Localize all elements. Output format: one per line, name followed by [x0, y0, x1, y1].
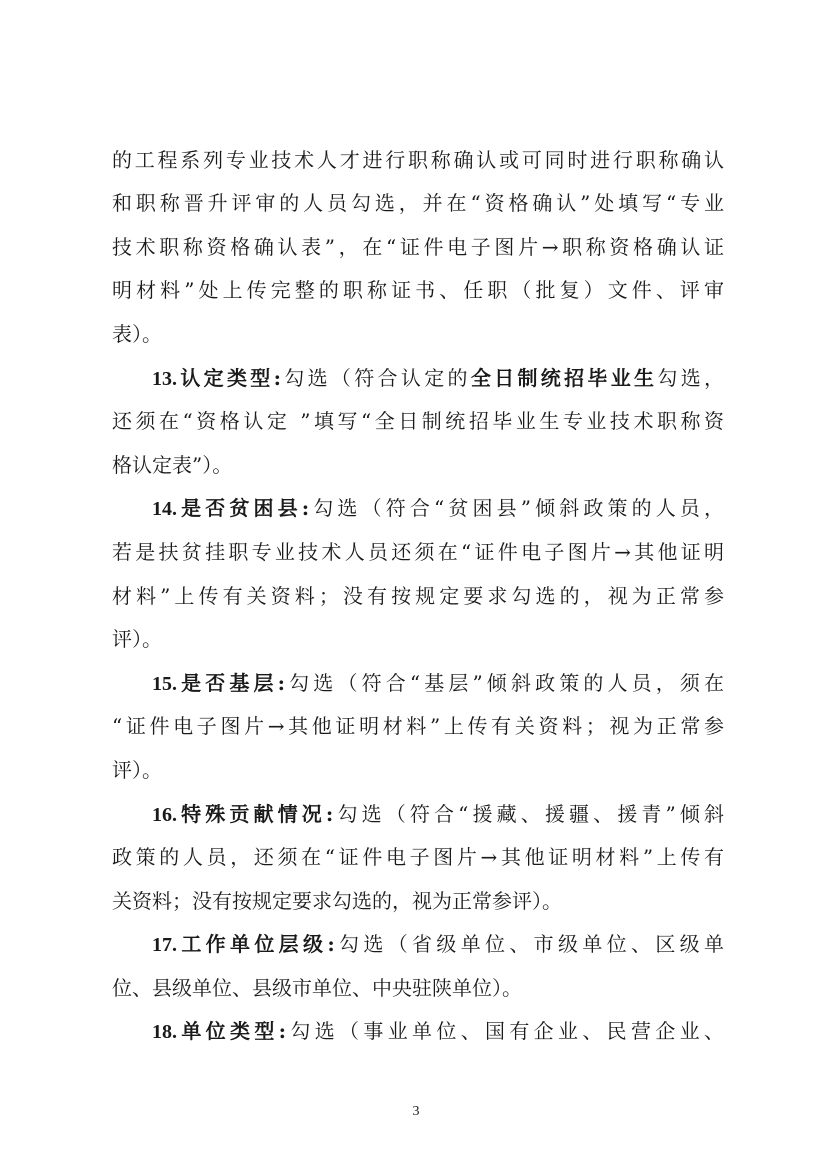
item-number: 17.	[152, 934, 177, 956]
item-number: 14.	[152, 498, 177, 520]
paragraph-line: “证件电子图片→其他证明材料”上传有关资料；视为正常参	[112, 714, 724, 738]
item-14-heading	[152, 494, 724, 523]
paragraph-line: 的工程系列专业技术人才进行职称确认或可同时进行职称确认	[112, 148, 724, 172]
item-text: 勾选（符合认定的	[280, 366, 471, 390]
paragraph-line: 技术职称资格确认表”，在“证件电子图片→职称资格确认证	[112, 235, 724, 259]
item-label: 单位类型:	[177, 1019, 287, 1043]
item-text: 勾选（省级单位、市级单位、区级单	[334, 932, 724, 956]
paragraph-line: 和职称晋升评审的人员勾选，并在“资格确认”处填写“专业	[112, 191, 724, 215]
item-label: 是否基层:	[177, 671, 286, 695]
item-17-heading	[152, 930, 724, 959]
item-highlight: 全日制统招毕业生	[470, 366, 658, 390]
item-text: 勾选（符合“基层”倾斜政策的人员，须在	[285, 671, 724, 695]
item-label: 认定类型:	[177, 366, 281, 390]
item-18-heading	[152, 1017, 724, 1046]
item-number: 18.	[152, 1021, 177, 1043]
paragraph-line: 政策的人员，还须在“证件电子图片→其他证明材料”上传有	[112, 845, 724, 869]
paragraph-line: 若是扶贫挂职专业技术人员还须在“证件电子图片→其他证明	[112, 540, 724, 564]
paragraph-line: 评）。	[112, 758, 162, 782]
item-label: 工作单位层级:	[177, 932, 335, 956]
paragraph-line: 评）。	[112, 627, 162, 651]
item-text: 勾选（符合“援藏、援疆、援青”倾斜	[333, 802, 724, 826]
item-number: 16.	[152, 804, 177, 826]
item-15-heading	[152, 669, 724, 698]
item-text: 勾选（事业单位、国有企业、民营企业、	[286, 1019, 725, 1043]
paragraph-line: 关资料；没有按规定要求勾选的，视为正常参评）。	[112, 889, 562, 913]
item-text: 勾选，	[657, 366, 725, 390]
item-13-heading	[152, 364, 724, 393]
paragraph-line: 还须在“资格认定 ”填写“全日制统招毕业生专业技术职称资	[112, 409, 724, 433]
item-number: 13.	[152, 368, 177, 390]
item-16-heading	[152, 800, 724, 829]
paragraph-line: 材料”上传有关资料；没有按规定要求勾选的，视为正常参	[112, 584, 724, 608]
paragraph-line: 位、县级单位、县级市单位、中央驻陕单位）。	[112, 976, 522, 1000]
paragraph-line: 表）。	[112, 322, 162, 346]
paragraph-line: 格认定表”）。	[112, 453, 233, 477]
item-label: 特殊贡献情况:	[177, 802, 334, 826]
paragraph-line: 明材料”处上传完整的职称证书、任职（批复）文件、评审	[112, 278, 724, 302]
item-label: 是否贫困县:	[177, 496, 310, 520]
item-number: 15.	[152, 673, 177, 695]
page-number: 3	[412, 1104, 420, 1119]
item-text: 勾选（符合“贫困县”倾斜政策的人员，	[309, 496, 724, 520]
